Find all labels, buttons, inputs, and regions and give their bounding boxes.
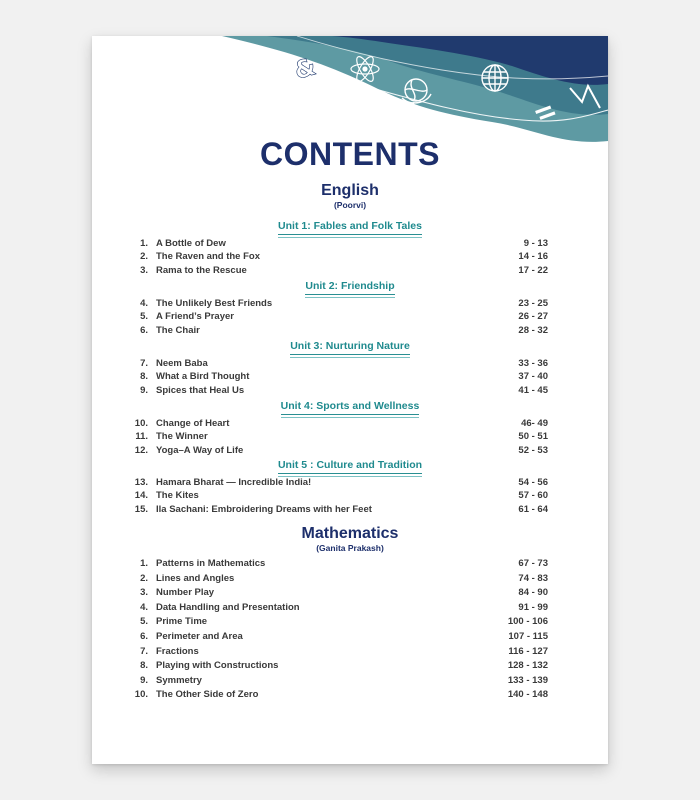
chapter-title: Change of Heart — [156, 418, 230, 429]
unit-heading — [92, 459, 608, 474]
chapter-number: 1. — [140, 558, 148, 569]
page-range: 128 - 132 — [507, 660, 548, 672]
chapter-title: A Bottle of Dew — [156, 238, 226, 249]
page-range: 41 - 45 — [518, 384, 548, 396]
chapter-number: 10. — [134, 689, 148, 701]
chapter-title: Data Handling and Presentation — [156, 601, 300, 613]
page-range: 57 - 60 — [518, 490, 548, 502]
unit-title-text: Unit 5 : Culture and Tradition — [278, 459, 422, 474]
toc-row — [122, 324, 548, 337]
toc-row — [122, 586, 548, 599]
toc-row — [122, 476, 548, 489]
toc-row — [122, 688, 548, 701]
page-range: 61 - 64 — [518, 503, 548, 515]
chapter-number: 3. — [140, 587, 148, 599]
page-range: 23 - 25 — [518, 298, 548, 309]
page-range: 14 - 16 — [518, 251, 548, 263]
chapter-number: 9. — [140, 384, 148, 396]
page-title: CONTENTS — [260, 136, 440, 172]
chapter-title: Neem Baba — [156, 358, 208, 369]
chapter-number: 2. — [140, 251, 148, 263]
unit-title-text: Unit 1: Fables and Folk Tales — [278, 220, 422, 235]
page-range: 33 - 36 — [518, 358, 548, 369]
toc-row — [122, 572, 548, 585]
toc-row — [122, 645, 548, 658]
svg-text:&: & — [291, 52, 319, 85]
chapter-number: 1. — [140, 238, 148, 249]
toc-row — [122, 489, 548, 502]
toc-row — [122, 557, 548, 570]
chapter-title: Patterns in Mathematics — [156, 558, 266, 569]
chapter-title: Playing with Constructions — [156, 660, 279, 672]
chapter-number: 5. — [140, 311, 148, 323]
chapter-number: 4. — [140, 298, 148, 309]
toc-row — [122, 659, 548, 672]
page-range: 91 - 99 — [518, 601, 548, 613]
chapter-number: 6. — [140, 631, 148, 642]
chapter-title: The Unlikely Best Friends — [156, 298, 273, 309]
toc-row — [122, 264, 548, 277]
english-heading — [92, 182, 608, 210]
chapter-title: The Other Side of Zero — [156, 689, 259, 701]
chapter-number: 3. — [140, 264, 148, 276]
unit-title-text: Unit 2: Friendship — [305, 280, 394, 295]
chapter-number: 4. — [140, 601, 148, 613]
page-range: 107 - 115 — [508, 631, 548, 642]
chapter-number: 2. — [140, 572, 148, 584]
globe-grid-icon — [482, 65, 508, 91]
chapter-title: A Friend’s Prayer — [156, 311, 234, 323]
toc-row — [122, 601, 548, 614]
chapter-title: Symmetry — [156, 674, 202, 686]
chapter-number: 10. — [134, 418, 148, 429]
page-range: 28 - 32 — [518, 324, 548, 336]
toc-row — [122, 503, 548, 516]
toc-row — [122, 444, 548, 457]
toc-row — [122, 430, 548, 443]
page-range: 67 - 73 — [518, 558, 548, 569]
toc-row — [122, 370, 548, 383]
page-range: 100 - 106 — [507, 616, 548, 628]
chapter-title: The Winner — [156, 431, 208, 443]
chapter-title: Yoga–A Way of Life — [156, 444, 244, 456]
chapter-title: The Raven and the Fox — [156, 251, 260, 263]
page-range: 9 - 13 — [523, 238, 548, 249]
chapter-number: 9. — [140, 674, 148, 686]
chapter-number: 13. — [134, 477, 148, 488]
toc-row — [122, 417, 548, 430]
chapter-number: 7. — [140, 645, 148, 657]
chapter-title: The Kites — [156, 490, 199, 502]
page-range: 116 - 127 — [508, 645, 548, 657]
chapter-title: Rama to the Rescue — [156, 264, 247, 276]
page-range: 37 - 40 — [518, 371, 548, 383]
unit-heading — [92, 220, 608, 235]
chapter-title: Number Play — [156, 587, 215, 599]
book-name: (Poorvi) — [333, 200, 367, 210]
toc-row — [122, 357, 548, 370]
toc-row — [122, 615, 548, 628]
chapter-title: Hamara Bharat — Incredible India! — [156, 477, 312, 488]
page-range: 133 - 139 — [507, 674, 548, 686]
chapter-number: 8. — [140, 371, 148, 383]
chapter-title: The Chair — [156, 324, 200, 336]
unit-title-text: Unit 3: Nurturing Nature — [290, 340, 410, 355]
chapter-number: 5. — [140, 616, 148, 628]
chapter-title: Lines and Angles — [156, 572, 235, 584]
chapter-title: Ila Sachani: Embroidering Dreams with her Feet — [156, 503, 372, 515]
page-range: 54 - 56 — [518, 477, 548, 488]
unit-heading — [92, 400, 608, 415]
toc-row — [122, 630, 548, 643]
chapter-title: Spices that Heal Us — [156, 384, 245, 396]
subject-name: English — [321, 182, 379, 199]
unit-heading — [92, 280, 608, 295]
toc-row — [122, 674, 548, 687]
chapter-title: Fractions — [156, 645, 199, 657]
quote-marks-icon — [331, 98, 342, 105]
page-range: 17 - 22 — [518, 264, 548, 276]
chapter-title: What a Bird Thought — [156, 371, 250, 383]
chapter-number: 14. — [134, 490, 148, 502]
toc-row — [122, 310, 548, 323]
page-range: 52 - 53 — [518, 444, 548, 456]
page-range: 84 - 90 — [518, 587, 548, 599]
unit-heading — [92, 340, 608, 355]
chapter-number: 15. — [134, 503, 148, 515]
chapter-number: 7. — [140, 358, 148, 369]
chapter-number: 12. — [134, 444, 148, 456]
toc-row — [122, 297, 548, 310]
contents-page — [92, 36, 608, 764]
page-range: 26 - 27 — [518, 311, 548, 323]
unit-title-text: Unit 4: Sports and Wellness — [281, 400, 420, 415]
toc-row — [122, 237, 548, 250]
book-name: (Ganita Prakash) — [316, 543, 384, 553]
chapter-number: 6. — [140, 324, 148, 336]
subject-name: Mathematics — [301, 525, 399, 542]
page-range: 50 - 51 — [518, 431, 548, 443]
chapter-title: Prime Time — [156, 616, 208, 628]
toc-row — [122, 384, 548, 397]
chapter-number: 8. — [140, 660, 148, 672]
mathematics-heading — [92, 525, 608, 553]
page-range: 74 - 83 — [518, 572, 548, 584]
chapter-title: Perimeter and Area — [156, 631, 243, 642]
chapter-number: 11. — [135, 431, 148, 443]
toc-row — [122, 250, 548, 263]
page-range: 46- 49 — [521, 418, 548, 429]
page-range: 140 - 148 — [507, 689, 548, 701]
